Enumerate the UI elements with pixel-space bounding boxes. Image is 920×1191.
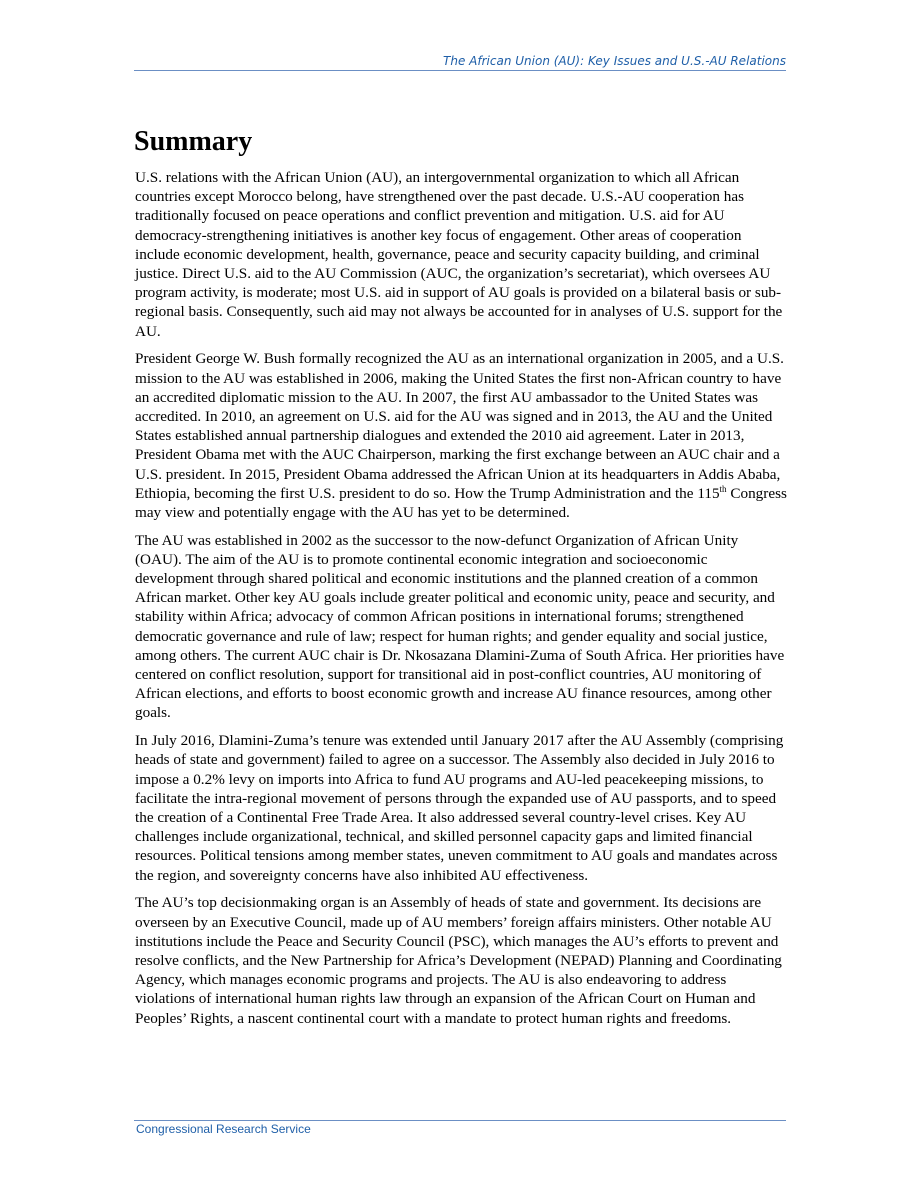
header-divider (134, 70, 786, 71)
summary-body (135, 168, 787, 1036)
footer-divider (134, 1120, 786, 1121)
section-heading: Summary (134, 126, 253, 157)
paragraph-4: In July 2016, Dlamini-Zuma’s tenure was extended until January 2017 after the AU Assembly (comprising heads of state and government) failed to agree on a successor. The Assembly also decided in July 2016 to impose a 0.2% levy on imports into Africa to fund AU programs and AU-led peacekeeping missions, to facilitate the intra-regional movement of persons through the expanded use of AU passports, and to speed the creation of a Continental Free Trade Area. It also addressed several country-level crises. Key AU challenges include organizational, technical, and skilled personnel capacity gaps and limited financial resources. Political tensions among member states, uneven commitment to AU goals and mandates across the region, and sovereignty concerns have also inhibited AU effectiveness. (135, 732, 784, 884)
paragraph-2-text-b: Congress may view and potentially engage with the AU has yet to be determined. (135, 484, 787, 521)
paragraph-1: U.S. relations with the African Union (AU), an intergovernmental organization to which all African countries except Morocco belong, have strengthened over the past decade. U.S.-AU cooperation has traditionally focused on peace operations and conflict prevention and mitigation. U.S. aid for AU democracy-strengthening initiatives is another key focus of engagement. Other areas of cooperation include economic development, health, governance, peace and security capacity building, and criminal justice. Direct U.S. aid to the AU Commission (AUC, the organization’s secretariat), which oversees AU program activity, is moderate; most U.S. aid in support of AU goals is provided on a bilateral basis or sub-regional basis. Consequently, such aid may not always be accounted for in analyses of U.S. support for the AU. (135, 169, 783, 340)
paragraph-3: The AU was established in 2002 as the successor to the now-defunct Organization of African Unity (OAU). The aim of the AU is to promote continental economic integration and socioeconomic development through shared political and economic institutions and the planned creation of a common African market. Other key AU goals include greater political and economic unity, peace and security, and stability within Africa; advocacy of common African positions in international forums; strengthened democratic governance and rule of law; respect for human rights; and gender equality and social justice, among others. The current AUC chair is Dr. Nkosazana Dlamini-Zuma of South Africa. Her priorities have centered on conflict resolution, support for transitional aid in post-conflict countries, AU monitoring of African elections, and efforts to boost economic growth and increase AU finance resources, among other goals. (135, 531, 785, 722)
footer-publisher: Congressional Research Service (136, 1122, 311, 1136)
paragraph-2 (135, 349, 787, 522)
paragraph-2-text-a: President George W. Bush formally recognized the AU as an international organization in 2005, and a U.S. mission to the AU was established in 2006, making the United States the first non-African country to have an accredited diplomatic mission to the AU. In 2007, the first AU ambassador to the United States was accredited. In 2010, an agreement on U.S. aid for the AU was signed and in 2013, the AU and the United States established annual partnership dialogues and extended the 2010 aid agreement. Later in 2013, President Obama met with the AUC Chairperson, marking the first exchange between an AUC chair and a U.S. president. In 2015, President Obama addressed the African Union at its headquarters in Addis Ababa, Ethiopia, becoming the first U.S. president to do so. How the Trump Administration and the 115 (135, 350, 784, 502)
running-header: The African Union (AU): Key Issues and U.S.-AU Relations (443, 54, 786, 68)
paragraph-5: The AU’s top decisionmaking organ is an Assembly of heads of state and government. Its decisions are overseen by an Executive Council, made up of AU members’ foreign affairs ministers. Other notable AU institutions include the Peace and Security Council (PSC), which manages the AU’s efforts to prevent and resolve conflicts, and the New Partnership for Africa’s Development (NEPAD) Planning and Coordinating Agency, which manages economic programs and projects. The AU is also endeavoring to address violations of international human rights law through an expansion of the African Court on Human and Peoples’ Rights, a nascent continental court with a mandate to protect human rights and freedoms. (135, 894, 782, 1027)
ordinal-suffix: th (719, 483, 727, 494)
